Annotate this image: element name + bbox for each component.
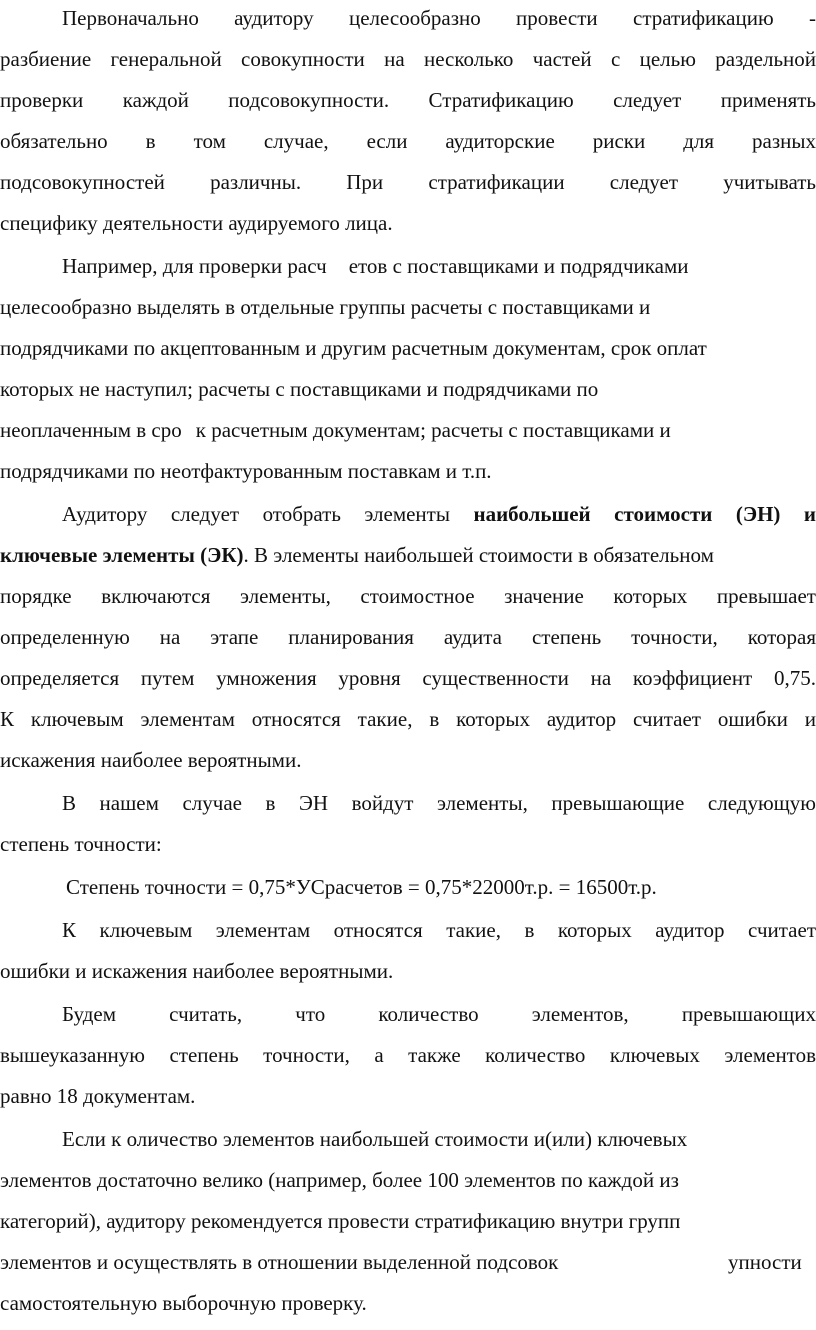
text-fragment: элементов и осуществлять в отношении выделенной подсовок <box>0 1250 559 1274</box>
paragraph-7-line-4 <box>0 1248 816 1276</box>
bold-term-key-elements: ключевые элементы (ЭК) <box>0 543 244 567</box>
paragraph-3-line-3: порядке включаются элементы, стоимостное значение которых превышает <box>0 584 816 608</box>
formula-line: Степень точности = 0,75*УСрасчетов = 0,75*22000т.р. = 16500т.р. <box>66 875 657 899</box>
paragraph-3-line-5: определяется путем умножения уровня существенности на коэффициент 0,75. <box>0 666 816 690</box>
text-fragment: Например, для проверки расч <box>62 254 327 278</box>
paragraph-4-line-1: В нашем случае в ЭН войдут элементы, превышающие следующую <box>62 791 816 815</box>
text-fragment: . В элементы наибольшей стоимости в обязательном <box>243 543 714 567</box>
paragraph-3-line-7: искажения наиболее вероятными. <box>0 748 302 772</box>
paragraph-6-line-1: Будем считать, что количество элементов, превышающих <box>62 1002 816 1026</box>
paragraph-2-line-2: целесообразно выделять в отдельные группы расчеты с поставщиками и <box>0 295 651 319</box>
paragraph-1-line-6: специфику деятельности аудируемого лица. <box>0 211 393 235</box>
paragraph-1-line-5: подсовокупностей различны. При стратификации следует учитывать <box>0 170 816 194</box>
text-fragment: Аудитору следует отобрать элементы <box>62 502 450 526</box>
paragraph-1-line-2: разбиение генеральной совокупности на несколько частей с целью раздельной <box>0 47 816 71</box>
text-fragment: етов с поставщиками и подрядчиками <box>348 254 689 278</box>
paragraph-3-line-2 <box>0 541 816 569</box>
paragraph-3-line-1 <box>0 500 816 528</box>
paragraph-4-line-2: степень точности: <box>0 832 162 856</box>
paragraph-3-line-4: определенную на этапе планирования аудита степень точности, которая <box>0 625 816 649</box>
text-fragment: упности <box>728 1250 802 1274</box>
paragraph-1-line-3: проверки каждой подсовокупности. Стратификацию следует применять <box>0 88 816 112</box>
paragraph-7-line-3: категорий), аудитору рекомендуется провести стратификацию внутри групп <box>0 1209 681 1233</box>
paragraph-7-line-5: самостоятельную выборочную проверку. <box>0 1291 367 1315</box>
paragraph-2-line-1 <box>0 252 816 280</box>
paragraph-2-line-3: подрядчиками по акцептованным и другим расчетным документам, срок оплат <box>0 336 707 360</box>
paragraph-2-line-5 <box>0 416 816 444</box>
paragraph-5-line-1: К ключевым элементам относятся такие, в которых аудитор считает <box>62 918 816 942</box>
paragraph-6-line-2: вышеуказанную степень точности, а также количество ключевых элементов <box>0 1043 816 1067</box>
paragraph-6-line-3: равно 18 документам. <box>0 1084 196 1108</box>
paragraph-3-line-6: К ключевым элементам относятся такие, в которых аудитор считает ошибки и <box>0 707 816 731</box>
paragraph-2-line-6: подрядчиками по неотфактурованным поставкам и т.п. <box>0 459 492 483</box>
paragraph-7-line-2: элементов достаточно велико (например, более 100 элементов по каждой из <box>0 1168 679 1192</box>
text-fragment: неоплаченным в сро <box>0 418 182 442</box>
text-fragment: к расчетным документам; расчеты с поставщиками и <box>195 418 671 442</box>
paragraph-7-line-1: Если к оличество элементов наибольшей стоимости и(или) ключевых <box>62 1127 688 1151</box>
paragraph-1-line-1: Первоначально аудитору целесообразно провести стратификацию - <box>62 6 816 30</box>
paragraph-5-line-2: ошибки и искажения наиболее вероятными. <box>0 959 394 983</box>
paragraph-2-line-4: которых не наступил; расчеты с поставщиками и подрядчиками по <box>0 377 599 401</box>
paragraph-1-line-4: обязательно в том случае, если аудиторские риски для разных <box>0 129 816 153</box>
bold-term-largest-value: наибольшей стоимости (ЭН) и <box>473 502 816 526</box>
